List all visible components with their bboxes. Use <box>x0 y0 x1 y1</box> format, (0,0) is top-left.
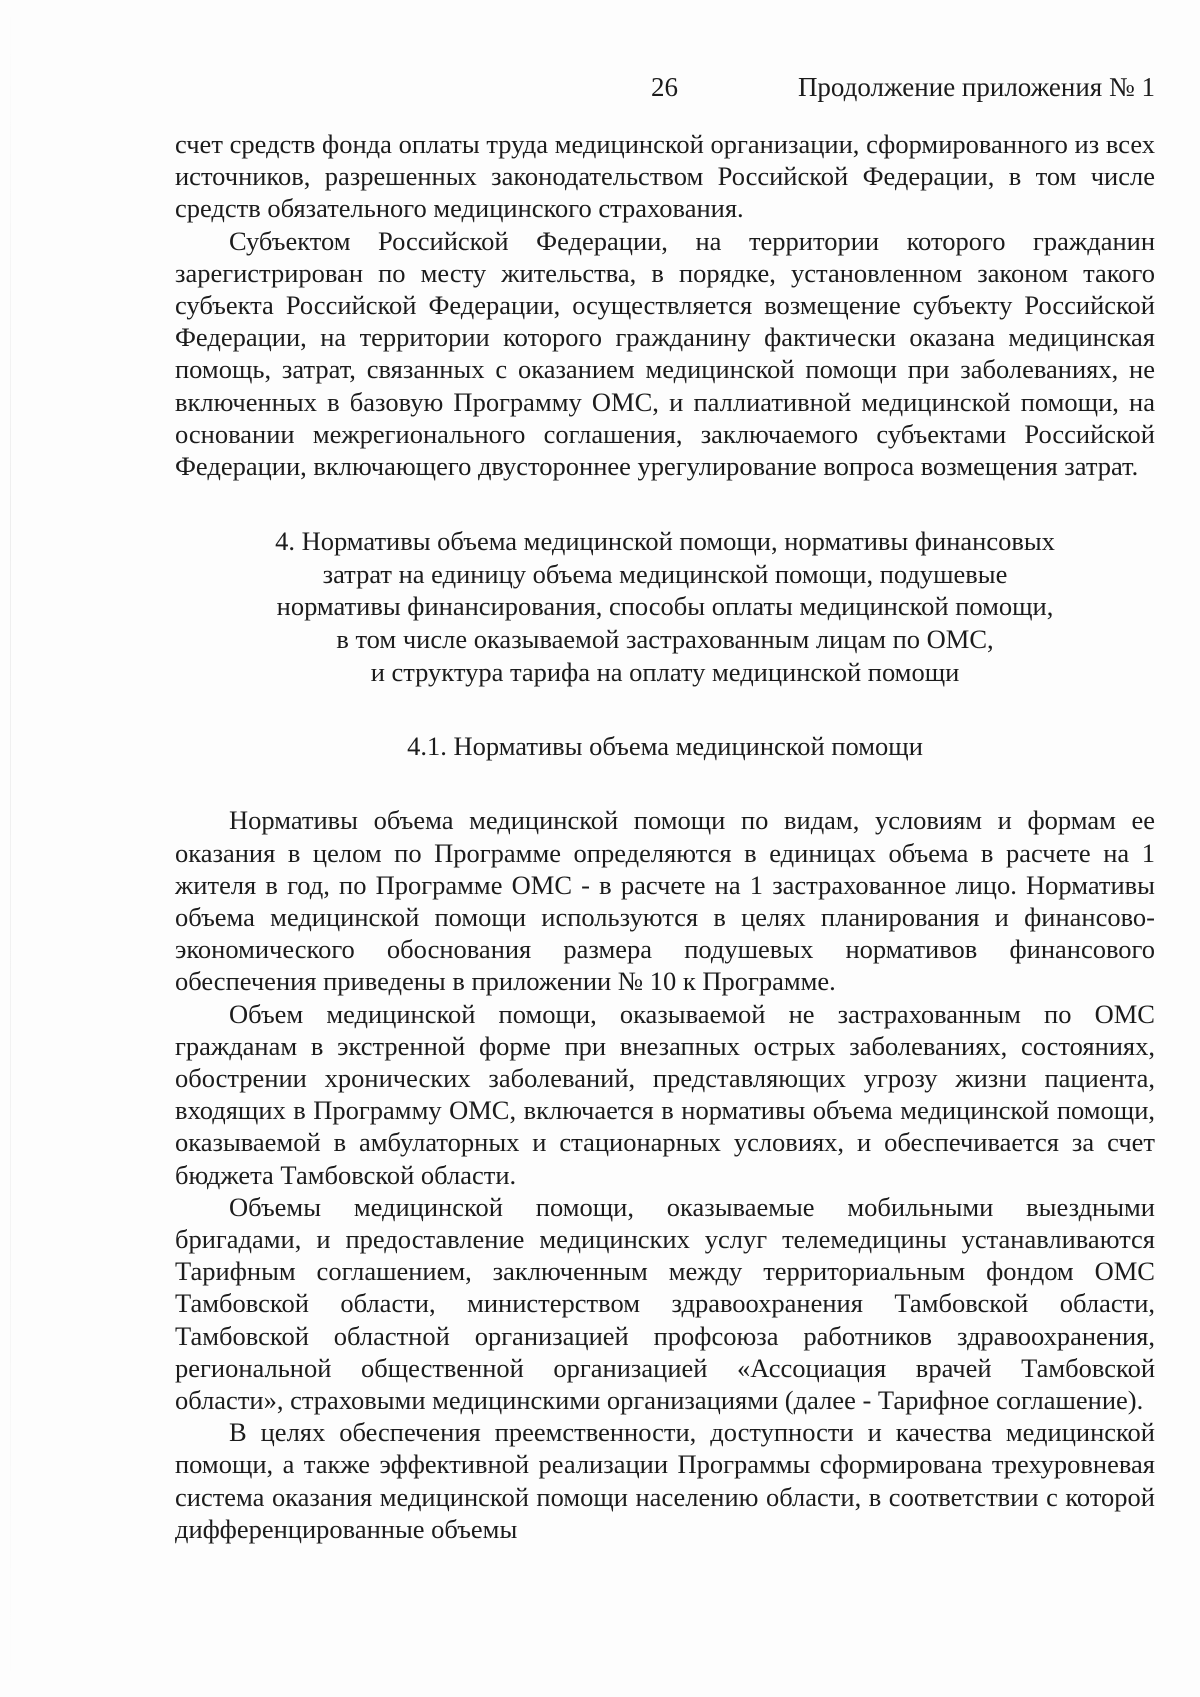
paragraph-volume-norms: Нормативы объема медицинской помощи по видам, условиям и формам ее оказания в целом по Программе определяются в единицах объема в расчете на 1 жителя в год, по Программе ОМС - в расчете на 1 застрахованное лицо. Нормативы объема медицинской помощи используются в целях планирования и финансово-экономического обоснования размера подушевых нормативов финансового обеспечения приведены в приложении № 10 к Программе. <box>175 805 1155 997</box>
section-heading-line: и структура тарифа на оплату медицинской помощи <box>370 656 960 687</box>
section-heading <box>175 525 1155 688</box>
page-number: 26 <box>651 72 678 102</box>
section-heading-line: в том числе оказываемой застрахованным лицам по ОМС, <box>336 624 994 655</box>
appendix-continuation-label: Продолжение приложения № 1 <box>797 72 1155 102</box>
paragraph-continued: счет средств фонда оплаты труда медицинской организации, сформированного из всех источников, разрешенных законодательством Российской Федерации, в том числе средств обязательного медицинского страхования. <box>175 129 1155 224</box>
page-header <box>0 72 1200 112</box>
section-heading-line: нормативы финансирования, способы оплаты медицинской помощи, <box>276 591 1054 622</box>
section-heading-line: затрат на единицу объема медицинской помощи, подушевые <box>322 558 1008 589</box>
section-heading-line: 4. Нормативы объема медицинской помощи, нормативы финансовых <box>275 526 1055 557</box>
document-body <box>175 128 1155 1545</box>
subsection-heading: 4.1. Нормативы объема медицинской помощи <box>407 731 923 762</box>
paragraph-reimbursement: Субъектом Российской Федерации, на территории которого гражданин зарегистрирован по месту жительства, в порядке, установленном законом такого субъекта Российской Федерации, осуществляется возмещение субъекту Российской Федерации, на территории которого гражданину фактически оказана медицинская помощь, затрат, связанных с оказанием медицинской помощи при заболеваниях, не включенных в базовую Программу ОМС, и паллиативной медицинской помощи, на основании межрегионального соглашения, заключаемого субъектами Российской Федерации, включающего двустороннее урегулирование вопроса возмещения затрат. <box>175 225 1155 482</box>
paragraph-uninsured-care: Объем медицинской помощи, оказываемой не застрахованным по ОМС гражданам в экстренной форме при внезапных острых заболеваниях, состояниях, обострении хронических заболеваний, представляющих угрозу жизни пациента, входящих в Программу ОМС, включается в нормативы объема медицинской помощи, оказываемой в амбулаторных и стационарных условиях, и обеспечивается за счет бюджета Тамбовской области. <box>175 998 1155 1190</box>
paragraph-mobile-brigades: Объемы медицинской помощи, оказываемые мобильными выездными бригадами, и предоставление медицинских услуг телемедицины устанавливаются Тарифным соглашением, заключенным между территориальным фондом ОМС Тамбовской области, министерством здравоохранения Тамбовской области, Тамбовской областной организацией профсоюза работников здравоохранения, региональной общественной организацией «Ассоциация врачей Тамбовской области», страховыми медицинскими организациями (далее - Тарифное соглашение). <box>175 1191 1155 1416</box>
paragraph-three-level-system: В целях обеспечения преемственности, доступности и качества медицинской помощи, а также эффективной реализации Программы сформирована трехуровневая система оказания медицинской помощи населению области, в соответствии с которой дифференцированные объемы <box>175 1417 1155 1544</box>
scan-edge-shadow <box>10 0 11 1697</box>
